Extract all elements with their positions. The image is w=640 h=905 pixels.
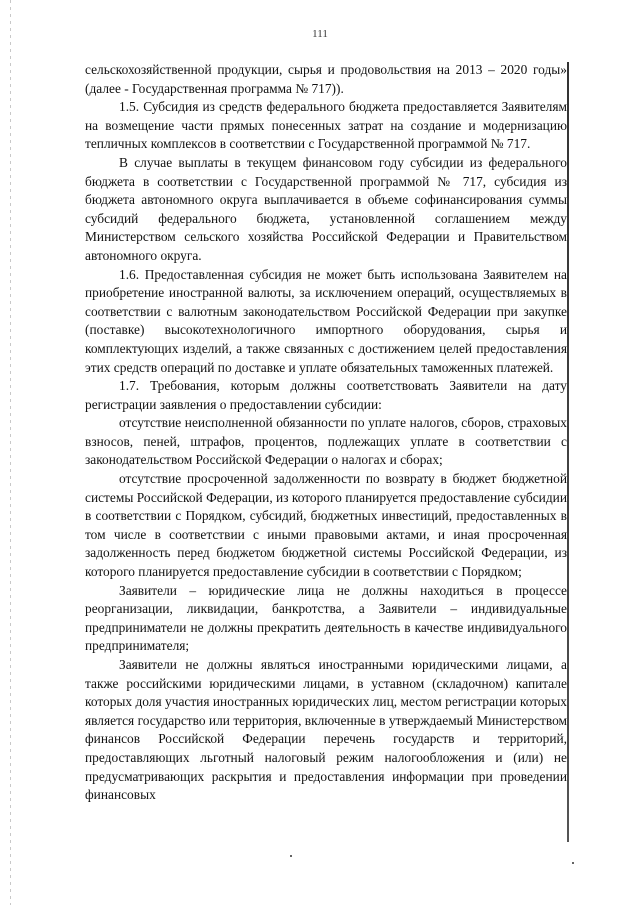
paragraph-1-6: 1.6. Предоставленная субсидия не может быть использована Заявителем на приобретение иностранной валюты, за исключением операций, осуществляемых в соответствии с валютным законодательством Российской Федерации при закупке (поставке) высокотехнологичного импортного оборудования, сырья и комплектующих изделий, а также связанных с достижением целей предоставления этих средств операций по доставке и уплате обязательных таможенных платежей. — [85, 266, 567, 375]
paragraph-1-5: 1.5. Субсидия из средств федерального бюджета предоставляется Заявителям на возмещение части прямых понесенных затрат на создание и модернизацию тепличных комплексов в соответствии с Государственной программой № 717. — [85, 99, 567, 152]
paragraph-continuation: сельскохозяйственной продукции, сырья и продовольствия на 2013 – 2020 годы» (далее - Государственная программа № 717)). — [85, 62, 567, 96]
scan-right-margin-line — [567, 62, 569, 842]
paragraph-1-7: 1.7. Требования, которым должны соответствовать Заявители на дату регистрации заявления о предоставлении субсидии: — [85, 378, 567, 412]
scan-left-edge — [10, 0, 11, 905]
requirement-no-reorganization: Заявители – юридические лица не должны находиться в процессе реорганизации, ликвидации, банкротства, а Заявители – индивидуальные предприниматели не должны прекратить деятельность в качестве индивидуального предпринимателя; — [85, 582, 567, 654]
scan-speck — [290, 855, 292, 857]
document-body — [85, 61, 567, 805]
scan-speck — [572, 862, 574, 864]
requirement-no-overdue-debt: отсутствие просроченной задолженности по возврату в бюджет бюджетной системы Российской Федерации, из которого планируется предоставление субсидии в соответствии с Порядком, субсидий, бюджетных инвестиций, предоставленных в том числе в соответствии с иными правовыми актами, и иная просроченная задолженность перед бюджетом бюджетной системы Российской Федерации, из которого планируется предоставление субсидии в соответствии с Порядком; — [85, 471, 567, 580]
page-number: 111 — [312, 28, 328, 40]
paragraph-federal-payment: В случае выплаты в текущем финансовом году субсидии из федерального бюджета в соответствии с Государственной программой № 717, субсидия из бюджета автономного округа выплачивается в объеме софинансирования суммы субсидий федерального бюджета, установленной соглашением между Министерством сельского хозяйства Российской Федерации и Правительством автономного округа. — [85, 154, 567, 263]
requirement-no-tax-debt: отсутствие неисполненной обязанности по уплате налогов, сборов, страховых взносов, пеней, штрафов, процентов, подлежащих уплате в соответствии с законодательством Российской Федерации о налогах и сборах; — [85, 415, 567, 468]
requirement-not-foreign: Заявители не должны являться иностранными юридическими лицами, а также российскими юридическими лицами, в уставном (складочном) капитале которых доля участия иностранных юридических лиц, местом регистрации которых является государство или территория, включенные в утверждаемый Министерством финансов Российской Федерации перечень государств и территорий, предоставляющих льготный налоговый режим налогообложения и (или) не предусматривающих раскрытия и предоставления информации при проведении финансовых — [85, 657, 567, 803]
